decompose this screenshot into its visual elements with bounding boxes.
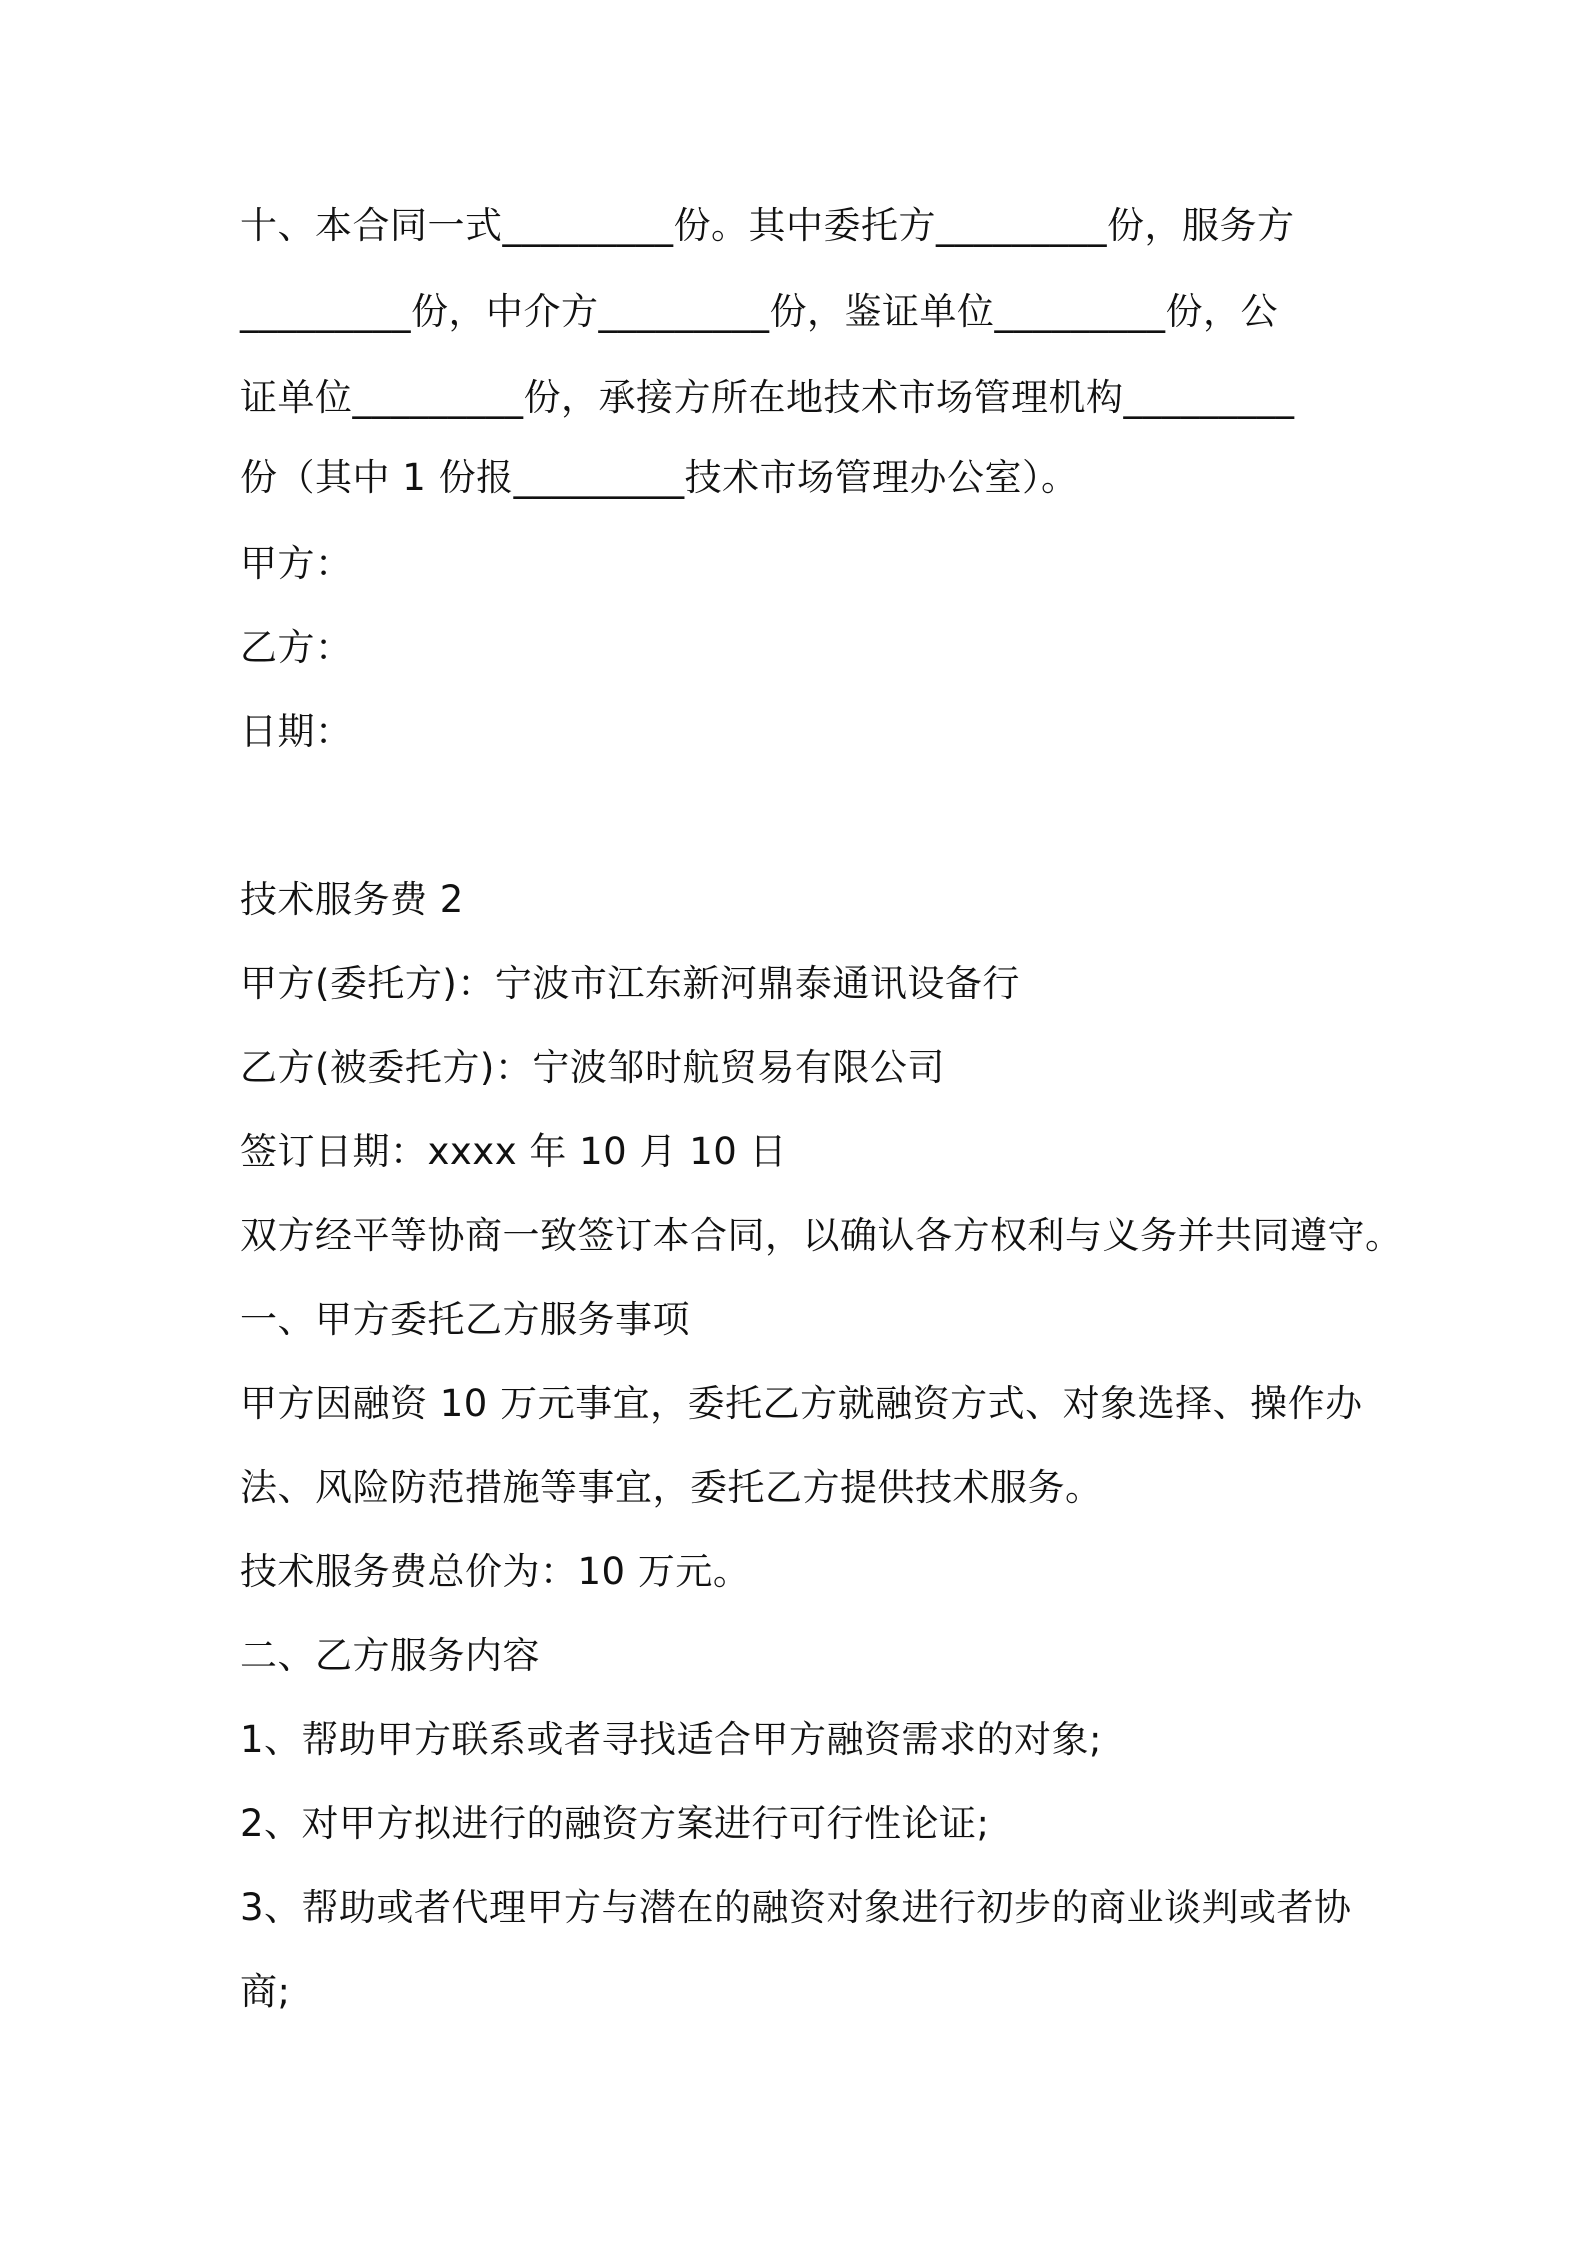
section-one-heading: 一、甲方委托乙方服务事项 bbox=[240, 1298, 690, 1341]
section-two-heading: 二、乙方服务内容 bbox=[240, 1634, 540, 1677]
party-a-line: 甲方(委托方)：宁波市江东新河鼎泰通讯设备行 bbox=[240, 962, 1020, 1005]
service-item-3-line-2: 商; bbox=[240, 1970, 291, 2013]
clause-ten-line-3: 证单位_________份，承接方所在地技术市场管理机构_________ bbox=[240, 376, 1295, 419]
date-signature-label: 日期： bbox=[240, 710, 353, 753]
service-item-3-line-1: 3、帮助或者代理甲方与潜在的融资对象进行初步的商业谈判或者协 bbox=[240, 1886, 1352, 1929]
party-b-signature-label: 乙方： bbox=[240, 626, 353, 669]
section-one-paragraph-line-1: 甲方因融资 10 万元事宜，委托乙方就融资方式、对象选择、操作办 bbox=[240, 1382, 1363, 1425]
party-b-line: 乙方(被委托方)：宁波邹时航贸易有限公司 bbox=[240, 1046, 945, 1089]
contract-title: 技术服务费 2 bbox=[240, 878, 464, 921]
preamble-paragraph: 双方经平等协商一致签订本合同，以确认各方权利与义务并共同遵守。 bbox=[240, 1214, 1403, 1257]
fee-total-line: 技术服务费总价为：10 万元。 bbox=[240, 1550, 751, 1593]
party-a-signature-label: 甲方： bbox=[240, 542, 353, 585]
clause-ten-line-4: 份（其中 1 份报_________技术市场管理办公室）。 bbox=[240, 456, 1079, 499]
clause-ten-line-1: 十、本合同一式_________份。其中委托方_________份，服务方 bbox=[240, 204, 1295, 247]
section-one-paragraph-line-2: 法、风险防范措施等事宜，委托乙方提供技术服务。 bbox=[240, 1466, 1103, 1509]
service-item-2: 2、对甲方拟进行的融资方案进行可行性论证; bbox=[240, 1802, 990, 1845]
service-item-1: 1、帮助甲方联系或者寻找适合甲方融资需求的对象; bbox=[240, 1718, 1103, 1761]
clause-ten-line-2: _________份，中介方_________份，鉴证单位_________份，公 bbox=[240, 290, 1278, 333]
sign-date-line: 签订日期：xxxx 年 10 月 10 日 bbox=[240, 1130, 788, 1173]
